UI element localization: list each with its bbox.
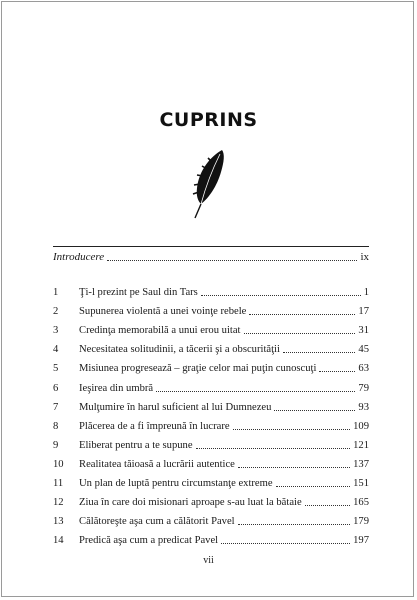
toc-entry-title: Un plan de luptă pentru circumstanţe extreme (79, 478, 273, 490)
toc-entry-title: Plăcerea de a fi împreună în lucrare (79, 420, 230, 432)
toc-entry-number: 5 (53, 363, 59, 375)
toc-entry (53, 414, 369, 433)
toc-entry-page: 1 (363, 287, 369, 299)
dot-leader (238, 524, 351, 525)
toc-entry-title: Ieşirea din umbră (79, 382, 154, 394)
toc-entry (53, 395, 369, 414)
toc-introduction-page: ix (360, 251, 369, 263)
toc-entry-page: 165 (353, 497, 369, 509)
toc-entry-title: Predică aşa cum a predicat Pavel (79, 535, 219, 547)
dot-leader (319, 371, 355, 372)
toc-entry-number: 12 (53, 497, 64, 509)
toc-entry-title: Necesitatea solitudinii, a tăcerii şi a obscurităţii (79, 344, 280, 356)
dot-leader (107, 260, 357, 261)
toc-entry-number: 9 (53, 439, 59, 451)
toc-entry-page: 151 (353, 478, 369, 490)
toc-entry (53, 433, 369, 452)
toc-entry (53, 375, 369, 394)
dot-leader (244, 333, 356, 334)
toc-entry-page: 137 (353, 458, 369, 470)
toc-entry (53, 528, 369, 547)
toc-entry-number: 2 (53, 306, 59, 318)
toc-entry-page: 17 (358, 306, 369, 318)
toc-entry-number: 4 (53, 344, 59, 356)
page-number: vii (203, 555, 214, 566)
toc-entry (53, 280, 369, 299)
dot-leader (249, 314, 355, 315)
toc-introduction-row (53, 246, 369, 264)
toc-entry-number: 14 (53, 535, 64, 547)
toc-entry-number: 1 (53, 287, 59, 299)
dot-leader (305, 505, 350, 506)
toc-entry-number: 8 (53, 420, 59, 432)
toc-entry-page: 45 (358, 344, 369, 356)
toc-entry-page: 63 (358, 363, 369, 375)
toc-entry-number: 10 (53, 458, 64, 470)
toc-entry-number: 7 (53, 401, 59, 413)
toc-entry (53, 318, 369, 337)
dot-leader (238, 467, 350, 468)
toc-entry-page: 179 (353, 516, 369, 528)
dot-leader (276, 486, 351, 487)
toc-entry-title: Eliberat pentru a te supune (79, 439, 193, 451)
table-of-contents (53, 280, 369, 547)
toc-entry (53, 337, 369, 356)
toc-introduction-title: Introducere (53, 251, 105, 263)
toc-entry-number: 11 (53, 478, 64, 490)
toc-entry (53, 299, 369, 318)
dot-leader (221, 543, 350, 544)
toc-entry-title: Mulţumire în harul suficient al lui Dumnezeu (79, 401, 272, 413)
toc-entry-title: Misiunea progresează – graţie celor mai puţin cunoscuţi (79, 363, 317, 375)
toc-entry-title: Ziua în care doi misionari aproape s-au luat la bătaie (79, 497, 302, 509)
toc-entry-number: 3 (53, 325, 59, 337)
toc-entry-title: Credinţa memorabilă a unui erou uitat (79, 325, 241, 337)
toc-entry (53, 356, 369, 375)
dot-leader (274, 410, 355, 411)
toc-entry (53, 471, 369, 490)
dot-leader (233, 429, 351, 430)
dot-leader (201, 295, 361, 296)
toc-entry-number: 6 (53, 382, 59, 394)
toc-entry-page: 79 (358, 382, 369, 394)
toc-entry (53, 452, 369, 471)
toc-entry-page: 121 (353, 439, 369, 451)
page-title: CUPRINS (159, 109, 258, 131)
toc-entry-page: 31 (358, 325, 369, 337)
dot-leader (196, 448, 351, 449)
toc-entry (53, 509, 369, 528)
dot-leader (156, 391, 355, 392)
toc-entry-title: Ţi-l prezint pe Saul din Tars (79, 287, 198, 299)
toc-entry (53, 490, 369, 509)
toc-entry-title: Călătoreşte aşa cum a călătorit Pavel (79, 516, 235, 528)
dot-leader (283, 352, 355, 353)
toc-entry-page: 197 (353, 535, 369, 547)
toc-entry-page: 109 (353, 420, 369, 432)
toc-entry-page: 93 (358, 401, 369, 413)
toc-entry-number: 13 (53, 516, 64, 528)
feather-icon (189, 148, 229, 220)
toc-entry-title: Supunerea violentă a unei voinţe rebele (79, 306, 247, 318)
toc-entry-title: Realitatea tăioasă a lucrării autentice (79, 458, 235, 470)
